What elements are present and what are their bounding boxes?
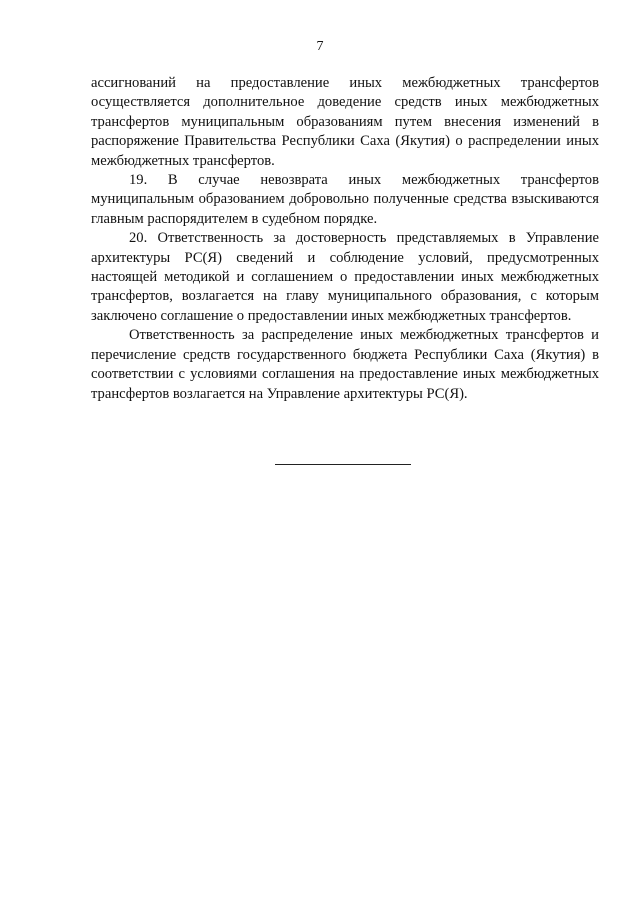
paragraph-continuation: ассигнований на предоставление иных межбюджетных трансфертов осуществляется дополнительное доведение средств иных межбюджетных трансфертов муниципальным образованиям путем внесения изменений в распоряжение Правительства Республики Саха (Якутия) о распределении иных межбюджетных трансфертов. [91, 75, 599, 169]
end-of-document-rule [275, 464, 411, 465]
page-number: 7 [316, 39, 324, 54]
document-body [91, 74, 599, 404]
paragraph-item-20: 20. Ответственность за достоверность представляемых в Управление архитектуры РС(Я) сведений и соблюдение условий, предусмотренных настоящей методикой и соглашением о предоставлении иных межбюджетных трансфертов, возлагается на главу муниципального образования, с которым заключено соглашение о предоставлении иных межбюджетных трансфертов. [91, 230, 599, 324]
paragraph-item-19: 19. В случае невозврата иных межбюджетных трансфертов муниципальным образованием добровольно полученные средства взыскиваются главным распорядителем в судебном порядке. [91, 172, 599, 227]
paragraph-responsibility: Ответственность за распределение иных межбюджетных трансфертов и перечисление средств государственного бюджета Республики Саха (Якутия) в соответствии с условиями соглашения на предоставление иных межбюджетных трансфертов возлагается на Управление архитектуры РС(Я). [91, 327, 599, 402]
